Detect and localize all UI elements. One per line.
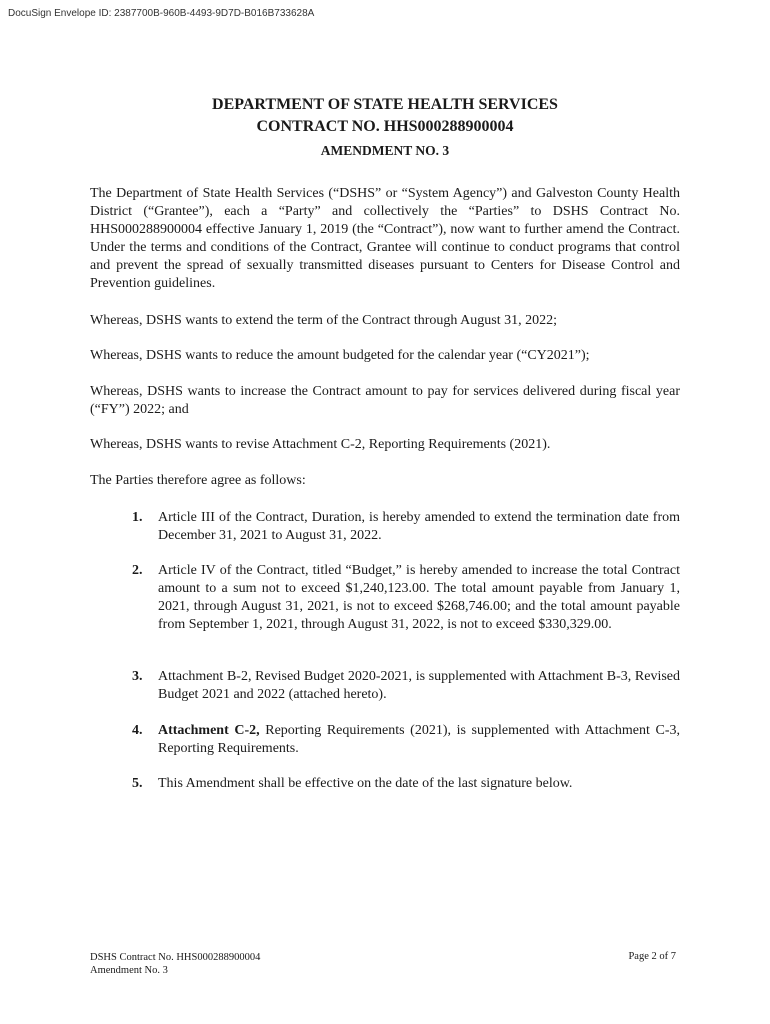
whereas-clause: Whereas, DSHS wants to increase the Contract amount to pay for services delivered during fiscal year (“FY”) 2022; and bbox=[90, 384, 680, 417]
item-number: 2. bbox=[132, 563, 143, 578]
list-item bbox=[132, 509, 680, 545]
item-number: 5. bbox=[132, 776, 143, 791]
item-text: This Amendment shall be effective on the date of the last signature below. bbox=[158, 776, 573, 791]
item-text bbox=[158, 722, 680, 758]
whereas-clause: Whereas, DSHS wants to revise Attachment C-2, Reporting Requirements (2021). bbox=[90, 437, 551, 452]
footer-amendment-number: Amendment No. 3 bbox=[90, 965, 168, 976]
item-text-rest: Reporting Requirements (2021), is supplemented with Attachment C-3, Reporting Requirements. bbox=[158, 723, 681, 756]
page-number: Page 2 of 7 bbox=[628, 951, 676, 962]
item-number: 1. bbox=[132, 510, 143, 525]
intro-paragraph: The Department of State Health Services (“DSHS” or “System Agency”) and Galveston County Health District (“Grantee”), each a “Party” and collectively the “Parties” to DSHS Contract No. HHS000288900004 effective January 1, 2019 (the “Contract”), now want to further amend the Contract. Under the terms and conditions of the Contract, Grantee will continue to conduct programs that control and prevent the spread of sexually transmitted diseases pursuant to Centers for Disease Control and Prevention guidelines. bbox=[90, 186, 680, 291]
footer-contract-info bbox=[90, 951, 260, 977]
list-item bbox=[132, 562, 680, 634]
agreement-statement: The Parties therefore agree as follows: bbox=[90, 473, 306, 488]
item-number: 3. bbox=[132, 669, 143, 684]
list-item bbox=[132, 722, 680, 758]
department-title: DEPARTMENT OF STATE HEALTH SERVICES bbox=[212, 96, 558, 113]
contract-title: CONTRACT NO. HHS000288900004 bbox=[256, 118, 514, 135]
list-item bbox=[132, 668, 680, 704]
item-text: Article IV of the Contract, titled “Budget,” is hereby amended to increase the total Contract amount to a sum not to exceed $1,240,123.00. The total amount payable from January 1, 2021, through August 31, 2021, is not to exceed $268,746.00; and the total amount payable from September 1, 2021, through August 31, 2022, is not to exceed $330,329.00. bbox=[158, 563, 680, 632]
item-number: 4. bbox=[132, 723, 143, 738]
docusign-envelope-id: DocuSign Envelope ID: 2387700B-960B-4493-9D7D-B016B733628A bbox=[8, 8, 315, 19]
item-text: Article III of the Contract, Duration, is hereby amended to extend the termination date from December 31, 2021 to August 31, 2022. bbox=[158, 510, 680, 543]
item-bold-lead: Attachment C-2, bbox=[158, 723, 260, 738]
list-item bbox=[132, 775, 680, 793]
whereas-clause: Whereas, DSHS wants to extend the term of the Contract through August 31, 2022; bbox=[90, 313, 557, 328]
amendment-number: AMENDMENT NO. 3 bbox=[320, 143, 450, 158]
footer-contract-number: DSHS Contract No. HHS000288900004 bbox=[90, 952, 261, 963]
whereas-clause: Whereas, DSHS wants to reduce the amount budgeted for the calendar year (“CY2021”); bbox=[90, 348, 590, 363]
item-text: Attachment B-2, Revised Budget 2020-2021, is supplemented with Attachment B-3, Revised Budget 2021 and 2022 (attached hereto). bbox=[158, 669, 680, 702]
